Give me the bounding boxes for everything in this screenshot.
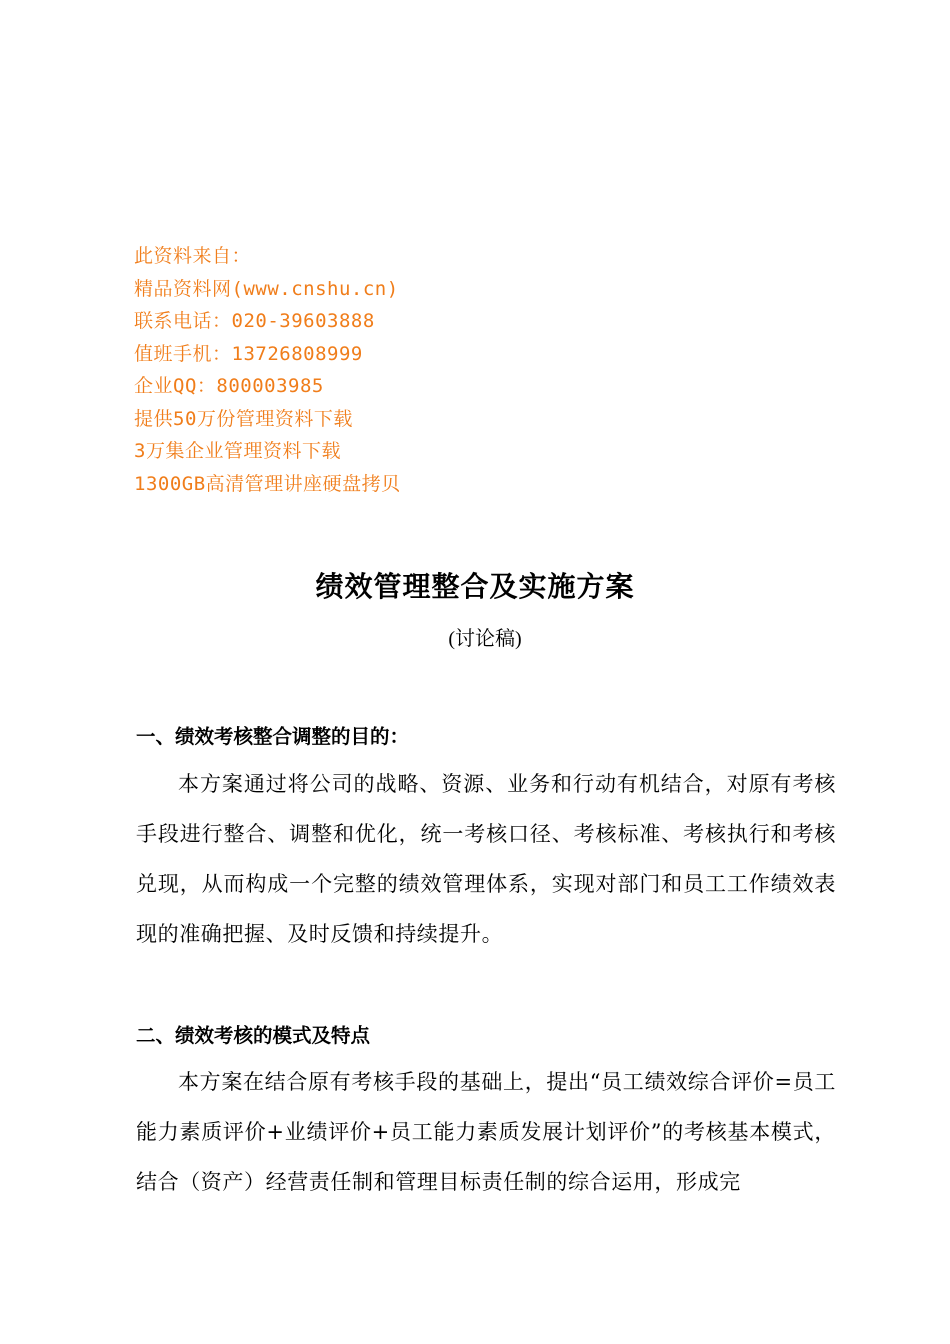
source-notice-line: 提供50万份管理资料下载	[134, 407, 353, 430]
document-subtitle: (讨论稿)	[448, 628, 522, 650]
source-notice	[134, 240, 401, 500]
source-notice-line: 此资料来自：	[134, 245, 252, 267]
source-notice-line: 值班手机：13726808999	[134, 342, 363, 365]
document-title: 绩效管理整合及实施方案	[315, 570, 635, 603]
source-notice-line: 1300GB高清管理讲座硬盘拷贝	[134, 472, 401, 495]
section-heading: 一、绩效考核整合调整的目的：	[136, 725, 410, 748]
section-heading: 二、绩效考核的模式及特点	[136, 1024, 371, 1047]
source-notice-line: 企业QQ：800003985	[134, 375, 324, 397]
source-notice-line: 联系电话：020-39603888	[134, 310, 375, 332]
source-notice-line: 精品资料网(www.cnshu.cn)	[134, 277, 399, 300]
source-notice-line: 3万集企业管理资料下载	[134, 440, 341, 462]
section-body: 本方案通过将公司的战略、资源、业务和行动有机结合，对原有考核手段进行整合、调整和优化，统一考核口径、考核标准、考核执行和考核兑现，从而构成一个完整的绩效管理体系，实现对部门和员工工作绩效表现的准确把握、及时反馈和持续提升。	[136, 772, 836, 946]
section-body: 本方案在结合原有考核手段的基础上，提出“员工绩效综合评价=员工能力素质评价+业绩评价+员工能力素质发展计划评价”的考核基本模式，结合（资产）经营责任制和管理目标责任制的综合运用，形成完	[136, 1070, 836, 1194]
